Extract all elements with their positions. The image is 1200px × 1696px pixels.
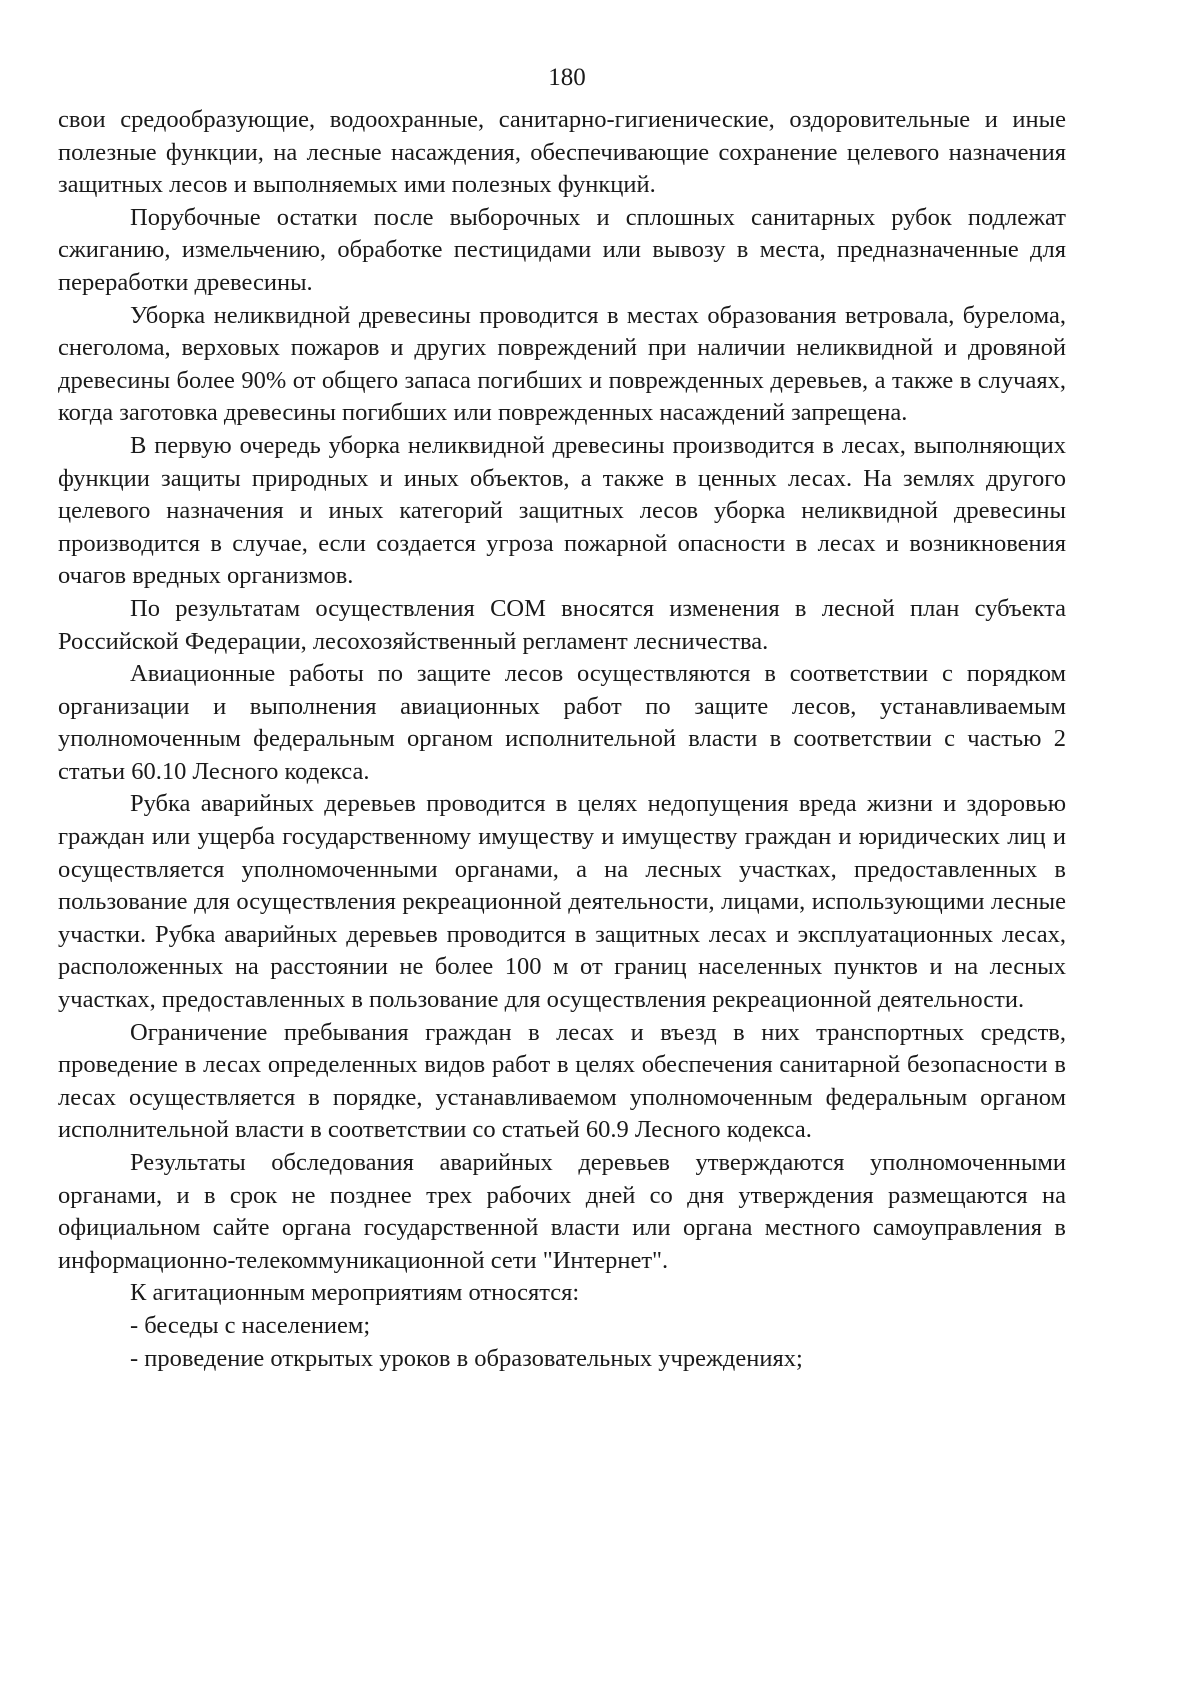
list-item: - беседы с населением;: [130, 1311, 371, 1339]
paragraph-continued: свои средообразующие, водоохранные, санитарно-гигиенические, оздоровительные и иные полезные функции, на лесные насаждения, обеспечивающие сохранение целевого назначения защитных лесов и выполняемых ими полезных функций.: [58, 106, 1066, 199]
paragraph-campaign-intro: К агитационным мероприятиям относятся:: [130, 1279, 580, 1307]
paragraph-cleanup-priority: В первую очередь уборка неликвидной древесины производится в лесах, выполняющих функции защиты природных и иных объектов, а также в ценных лесах. На землях другого целевого назначения и иных категорий защитных лесов уборка неликвидной древесины производится в случае, если создается угроза пожарной опасности в лесах и возникновения очагов вредных организмов.: [58, 431, 1066, 590]
paragraph-slash-residues: Порубочные остатки после выборочных и сплошных санитарных рубок подлежат сжиганию, измельчению, обработке пестицидами или вывозу в места, предназначенные для переработки древесины.: [58, 203, 1066, 296]
paragraph-aviation-works: Авиационные работы по защите лесов осуществляются в соответствии с порядком организации и выполнения авиационных работ по защите лесов, устанавливаемым уполномоченным федеральным органом исполнительной власти в соответствии с частью 2 статьи 60.10 Лесного кодекса.: [58, 660, 1066, 785]
paragraph-forest-plan-changes: По результатам осуществления СОМ вносятся изменения в лесной план субъекта Российской Федерации, лесохозяйственный регламент лесничества.: [58, 594, 1066, 655]
document-page: [58, 62, 1066, 1375]
paragraph-survey-results: Результаты обследования аварийных деревьев утверждаются уполномоченными органами, и в срок не позднее трех рабочих дней со дня утверждения размещаются на официальном сайте органа государственной власти или органа местного самоуправления в информационно-телекоммуникационной сети "Интернет".: [58, 1149, 1066, 1274]
list-item: - проведение открытых уроков в образовательных учреждениях;: [130, 1344, 803, 1372]
paragraph-access-restriction: Ограничение пребывания граждан в лесах и въезд в них транспортных средств, проведение в лесах определенных видов работ в целях обеспечения санитарной безопасности в лесах осуществляется в порядке, устанавливаемом уполномоченным федеральным органом исполнительной власти в соответствии со статьей 60.9 Лесного кодекса.: [58, 1018, 1066, 1144]
page-number: 180: [548, 64, 586, 91]
paragraph-hazard-trees-felling: Рубка аварийных деревьев проводится в целях недопущения вреда жизни и здоровью граждан или ущерба государственному имуществу и имуществу граждан и юридических лиц и осуществляется уполномоченными органами, а на лесных участках, предоставленных в пользование для осуществления рекреационной деятельности, лицами, использующими лесные участки. Рубка аварийных деревьев проводится в защитных лесах и эксплуатационных лесах, расположенных на расстоянии не более 100 м от границ населенных пунктов и на лесных участках, предоставленных в пользование для осуществления рекреационной деятельности.: [58, 790, 1066, 1014]
paragraph-deadwood-cleanup: Уборка неликвидной древесины проводится в местах образования ветровала, бурелома, снеголома, верховых пожаров и других повреждений при наличии неликвидной и дровяной древесины более 90% от общего запаса погибших и поврежденных деревьев, а также в случаях, когда заготовка древесины погибших или поврежденных насаждений запрещена.: [58, 301, 1066, 427]
